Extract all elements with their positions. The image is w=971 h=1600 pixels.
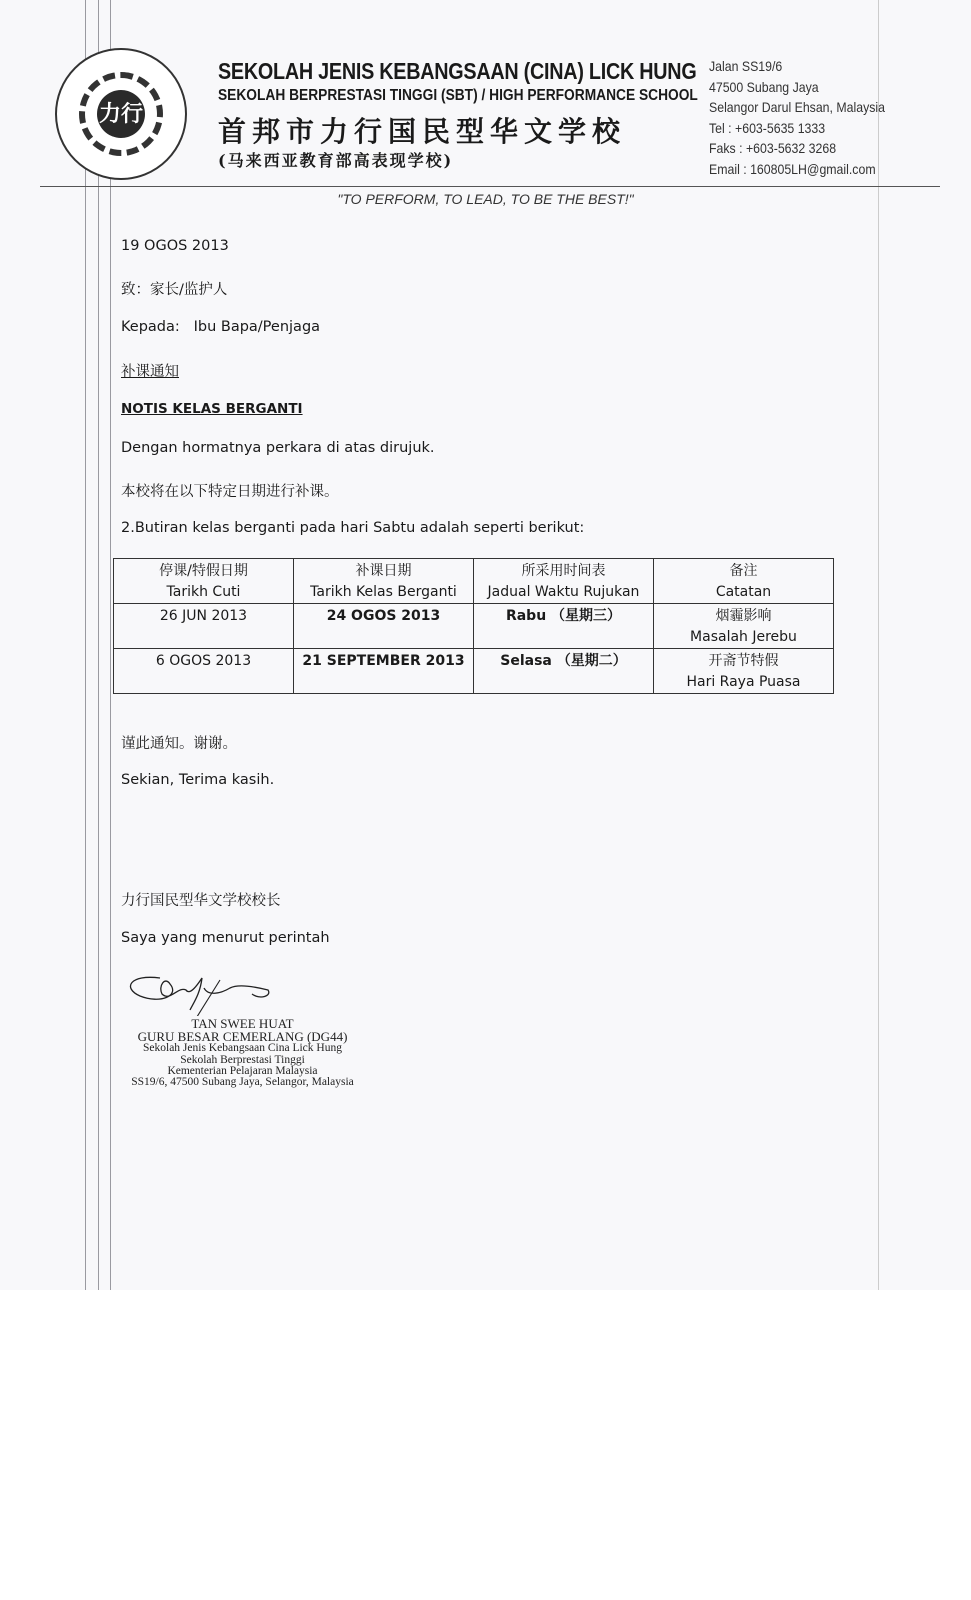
closing-ms: Sekian, Terima kasih. [121, 772, 275, 788]
phone: Tel : +603-5635 1333 [709, 119, 826, 136]
signatory-title-ms: Saya yang menurut perintah [121, 930, 330, 946]
subject-cn: 补课通知 [121, 364, 179, 380]
header-cell: 补课日期 Tarikh Kelas Berganti [294, 559, 474, 604]
address-line: Selangor Darul Ehsan, Malaysia [709, 99, 885, 115]
school-subtitle: SEKOLAH BERPRESTASI TINGGI (SBT) / HIGH PERFORMANCE SCHOOL [218, 87, 698, 104]
holiday-date: 26 JUN 2013 [114, 604, 294, 649]
address-line: Jalan SS19/6 [709, 58, 783, 74]
stamp-line: Kementerian Pelajaran Malaysia [167, 1065, 318, 1077]
fax: Faks : +603-5632 3268 [709, 140, 837, 156]
timetable: Selasa （星期二） [474, 649, 654, 694]
school-logo [55, 48, 187, 180]
holiday-date: 6 OGOS 2013 [114, 649, 294, 694]
closing-cn: 谨此通知。谢谢。 [121, 736, 237, 752]
replacement-date: 21 SEPTEMBER 2013 [294, 649, 474, 694]
replacement-class-table [113, 558, 834, 694]
signature [120, 966, 280, 1016]
stamp-line: Sekolah Berprestasi Tinggi [180, 1054, 305, 1066]
header-cell: 所采用时间表 Jadual Waktu Rujukan [474, 559, 654, 604]
recipient-ms: Kepada: Ibu Bapa/Penjaga [121, 319, 321, 335]
letter-date: 19 OGOS 2013 [121, 238, 229, 254]
school-address [709, 56, 885, 179]
motto: "TO PERFORM, TO LEAD, TO BE THE BEST!" [337, 191, 634, 207]
signatory-position: GURU BESAR CEMERLANG (DG44) [137, 1029, 348, 1044]
stamp-line: SS19/6, 47500 Subang Jaya, Selangor, Malaysia [131, 1076, 354, 1088]
header-divider [40, 186, 940, 187]
signatory-title-cn: 力行国民型华文学校校长 [121, 893, 281, 909]
school-chinese-subtitle: (马来西亚教育部高表现学校) [218, 151, 454, 170]
subject-ms: NOTIS KELAS BERGANTI [121, 401, 303, 417]
stamp-line: Sekolah Jenis Kebangsaan Cina Lick Hung [143, 1042, 342, 1054]
table-header-row [114, 559, 834, 604]
recipient-cn: 致：家长/监护人 [121, 282, 228, 298]
school-name: SEKOLAH JENIS KEBANGSAAN (CINA) LICK HUNG [218, 58, 697, 84]
school-chinese-name: 首邦市力行国民型华文学校 [218, 115, 627, 148]
header-cell: 备注 Catatan [654, 559, 834, 604]
timetable: Rabu （星期三） [474, 604, 654, 649]
remarks: 开斋节特假 Hari Raya Puasa [654, 649, 834, 694]
logo-mark: 力行 [97, 90, 145, 138]
signatory-name: TAN SWEE HUAT [191, 1016, 294, 1031]
email: Email : 160805LH@gmail.com [709, 160, 876, 177]
paragraph-ms: Dengan hormatnya perkara di atas dirujuk. [121, 440, 435, 456]
table-row [114, 649, 834, 694]
table-row [114, 604, 834, 649]
paragraph-details: 2.Butiran kelas berganti pada hari Sabtu adalah seperti berikut: [121, 520, 585, 536]
remarks: 烟霾影响 Masalah Jerebu [654, 604, 834, 649]
paragraph-cn: 本校将在以下特定日期进行补课。 [121, 484, 339, 500]
address-line: 47500 Subang Jaya [709, 78, 819, 95]
header-cell: 停课/特假日期 Tarikh Cuti [114, 559, 294, 604]
replacement-date: 24 OGOS 2013 [294, 604, 474, 649]
